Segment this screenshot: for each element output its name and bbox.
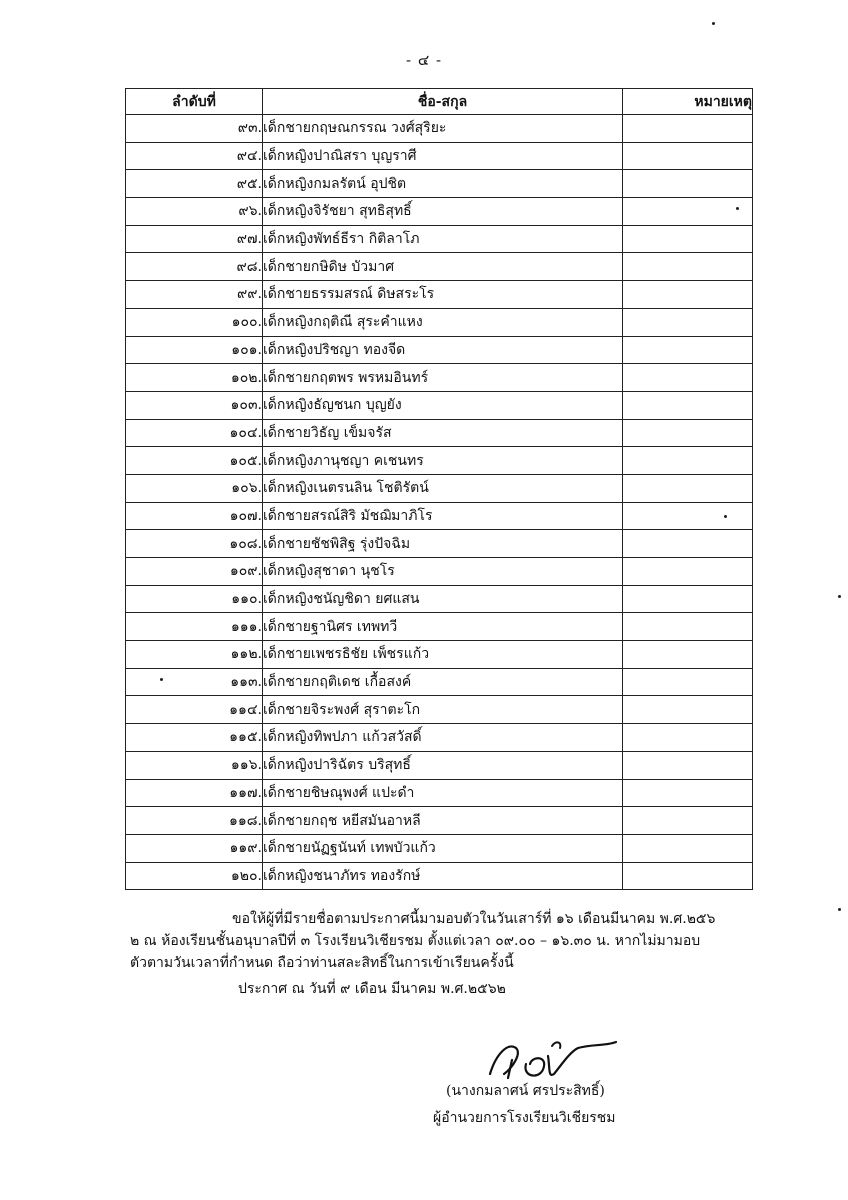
row-remark [623, 530, 753, 558]
table-row [126, 779, 753, 807]
row-student-name: เด็กชายวิธัญ เข็มจรัส [263, 419, 623, 447]
row-remark [623, 558, 753, 586]
header-full-name: ชื่อ-สกุล [263, 89, 623, 115]
row-student-name: เด็กหญิงพัทธ์ธีรา กิติลาโภ [263, 225, 623, 253]
row-student-name: เด็กหญิงกมลรัตน์ อุปชิต [263, 170, 623, 198]
row-order-number: ๑๐๙. [126, 558, 263, 586]
row-remark [623, 419, 753, 447]
table-row [126, 336, 753, 364]
row-student-name: เด็กชายกฤตพร พรหมอินทร์ [263, 364, 623, 392]
table-row [126, 668, 753, 696]
notice-paragraph [130, 908, 755, 974]
table-row [126, 641, 753, 669]
row-student-name: เด็กหญิงเนตรนลิน โชติรัตน์ [263, 474, 623, 502]
row-order-number: ๑๑๘. [126, 807, 263, 835]
notice-line-1: ขอให้ผู้ที่มีรายชื่อตามประกาศนี้มามอบตัวในวันเสาร์ที่ ๑๖ เดือนมีนาคม พ.ศ.๒๕๖ [232, 911, 716, 927]
row-remark [623, 668, 753, 696]
row-remark [623, 862, 753, 890]
table-row [126, 391, 753, 419]
row-order-number: ๑๑๑. [126, 613, 263, 641]
header-remarks: หมายเหตุ [623, 89, 753, 115]
row-student-name: เด็กชายนัฏฐนันท์ เทพบัวแก้ว [263, 834, 623, 862]
row-remark [623, 751, 753, 779]
row-student-name: เด็กชายกฤษณกรรณ วงศ์สุริยะ [263, 115, 623, 143]
row-order-number: ๑๑๙. [126, 834, 263, 862]
row-student-name: เด็กชายสรณ์สิริ มัชฌิมาภิโร [263, 502, 623, 530]
row-remark [623, 364, 753, 392]
table-row [126, 724, 753, 752]
row-remark [623, 308, 753, 336]
row-order-number: ๙๓. [126, 115, 263, 143]
row-remark [623, 142, 753, 170]
row-order-number: ๙๗. [126, 225, 263, 253]
row-order-number: ๙๙. [126, 281, 263, 309]
row-order-number: ๑๐๓. [126, 391, 263, 419]
table-row [126, 225, 753, 253]
row-order-number: ๑๑๔. [126, 696, 263, 724]
table-row [126, 364, 753, 392]
row-remark [623, 613, 753, 641]
row-student-name: เด็กชายชัชพิสิฐ รุ่งปัจฉิม [263, 530, 623, 558]
row-remark [623, 225, 753, 253]
row-order-number: ๑๐๑. [126, 336, 263, 364]
scan-speck [712, 22, 715, 25]
row-order-number: ๑๐๔. [126, 419, 263, 447]
row-remark [623, 198, 753, 226]
table-row [126, 807, 753, 835]
signer-title: ผู้อำนวยการโรงเรียนวิเชียรชม [433, 1110, 616, 1126]
row-remark [623, 585, 753, 613]
table-row [126, 502, 753, 530]
table-row [126, 696, 753, 724]
roster-body [126, 115, 753, 890]
notice-line-3: ตัวตามวันเวลาที่กำหนด ถือว่าท่านสละสิทธิ์ในการเข้าเรียนครั้งนี้ [130, 955, 514, 971]
row-remark [623, 281, 753, 309]
row-order-number: ๑๑๓. [126, 668, 263, 696]
table-row [126, 253, 753, 281]
scan-speck [838, 595, 841, 598]
row-student-name: เด็กชายกฤช หยีสมันอาหลี [263, 807, 623, 835]
row-order-number: ๙๕. [126, 170, 263, 198]
row-remark [623, 807, 753, 835]
row-remark [623, 474, 753, 502]
row-student-name: เด็กหญิงกฤติณี สุระคำแหง [263, 308, 623, 336]
row-order-number: ๙๖. [126, 198, 263, 226]
header-order-number: ลำดับที่ [126, 89, 263, 115]
row-remark [623, 502, 753, 530]
row-remark [623, 641, 753, 669]
row-student-name: เด็กชายธรรมสรณ์ ดิษสระโร [263, 281, 623, 309]
table-row [126, 834, 753, 862]
row-student-name: เด็กหญิงทิพปภา แก้วสวัสดิ์ [263, 724, 623, 752]
row-order-number: ๙๔. [126, 142, 263, 170]
table-row [126, 115, 753, 143]
row-order-number: ๑๐๖. [126, 474, 263, 502]
announcement-date: ประกาศ ณ วันที่ ๙ เดือน มีนาคม พ.ศ.๒๕๖๒ [238, 981, 506, 997]
table-row [126, 142, 753, 170]
row-student-name: เด็กหญิงชนาภัทร ทองรักษ์ [263, 862, 623, 890]
scan-speck [736, 207, 739, 210]
row-student-name: เด็กหญิงปาริฉัตร บริสุทธิ์ [263, 751, 623, 779]
row-student-name: เด็กหญิงภานุชญา คเชนทร [263, 447, 623, 475]
row-student-name: เด็กชายกฤติเดช เกื้อสงค์ [263, 668, 623, 696]
table-header-row [126, 89, 753, 115]
table-row [126, 558, 753, 586]
row-order-number: ๑๑๕. [126, 724, 263, 752]
row-student-name: เด็กหญิงธัญชนก บุญยัง [263, 391, 623, 419]
table-row [126, 281, 753, 309]
row-order-number: ๑๐๒. [126, 364, 263, 392]
table-row [126, 447, 753, 475]
table-row [126, 862, 753, 890]
row-remark [623, 724, 753, 752]
table-row [126, 751, 753, 779]
row-remark [623, 834, 753, 862]
page-number: - ๔ - [405, 51, 443, 69]
signer-name: (นางกมลาศน์ ศรประสิทธิ์) [446, 1083, 605, 1099]
table-row [126, 198, 753, 226]
scan-speck [724, 515, 727, 518]
row-remark [623, 115, 753, 143]
row-order-number: ๑๑๐. [126, 585, 263, 613]
row-student-name: เด็กชายชิษณุพงศ์ แปะดำ [263, 779, 623, 807]
row-student-name: เด็กหญิงจิรัชยา สุทธิสุทธิ์ [263, 198, 623, 226]
row-student-name: เด็กหญิงปาณิสรา บุญราศี [263, 142, 623, 170]
row-student-name: เด็กชายเพชรธิชัย เพ็ชรแก้ว [263, 641, 623, 669]
table-row [126, 530, 753, 558]
row-order-number: ๑๐๗. [126, 502, 263, 530]
row-remark [623, 447, 753, 475]
table-row [126, 474, 753, 502]
row-order-number: ๑๐๕. [126, 447, 263, 475]
notice-line-2: ๒ ณ ห้องเรียนชั้นอนุบาลปีที่ ๓ โรงเรียนวิเชียรชม ตั้งแต่เวลา ๐๙.๐๐ – ๑๖.๓๐ น. หากไม่มามอบ [130, 933, 701, 949]
handwritten-signature [482, 1034, 622, 1084]
scan-speck [838, 908, 841, 911]
row-remark [623, 696, 753, 724]
row-student-name: เด็กหญิงชนัญชิดา ยศแสน [263, 585, 623, 613]
student-roster-table [125, 88, 753, 890]
row-order-number: ๑๒๐. [126, 862, 263, 890]
table-row [126, 308, 753, 336]
table-row [126, 170, 753, 198]
row-student-name: เด็กชายฐานิศร เทพทวี [263, 613, 623, 641]
row-student-name: เด็กชายกษิดิษ บัวมาศ [263, 253, 623, 281]
table-row [126, 585, 753, 613]
row-remark [623, 391, 753, 419]
row-order-number: ๑๑๒. [126, 641, 263, 669]
row-order-number: ๑๐๐. [126, 308, 263, 336]
row-order-number: ๑๑๗. [126, 779, 263, 807]
row-order-number: ๑๐๘. [126, 530, 263, 558]
row-student-name: เด็กหญิงปริชญา ทองจีด [263, 336, 623, 364]
row-remark [623, 779, 753, 807]
row-student-name: เด็กหญิงสุชาดา นุชโร [263, 558, 623, 586]
row-order-number: ๙๘. [126, 253, 263, 281]
table-row [126, 613, 753, 641]
row-remark [623, 336, 753, 364]
row-student-name: เด็กชายจิระพงศ์ สุราตะโก [263, 696, 623, 724]
row-order-number: ๑๑๖. [126, 751, 263, 779]
row-remark [623, 170, 753, 198]
scan-speck [160, 678, 163, 681]
row-remark [623, 253, 753, 281]
table-row [126, 419, 753, 447]
